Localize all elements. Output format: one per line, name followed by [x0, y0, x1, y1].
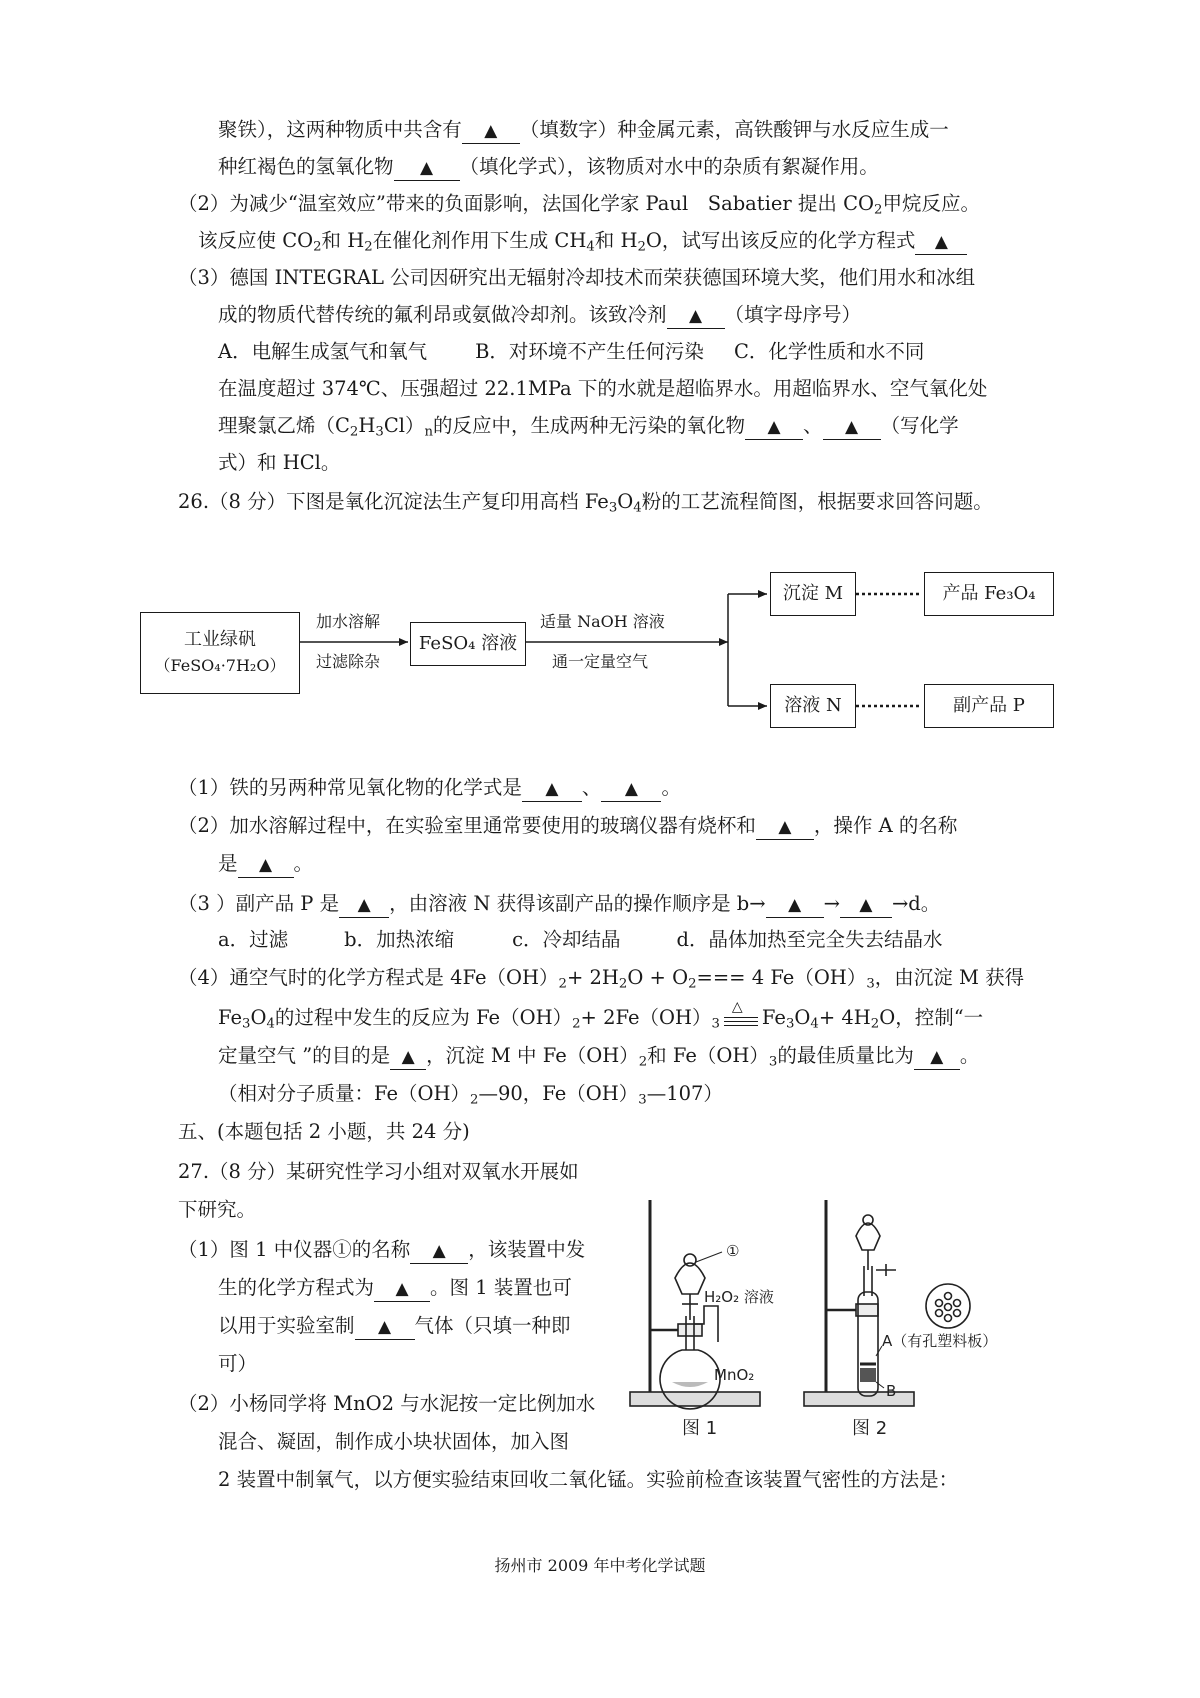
answer-blank[interactable]	[601, 777, 661, 802]
q26-part3	[178, 890, 940, 918]
triangle-icon: ▲	[934, 232, 948, 252]
text: ，操作 A 的名称	[813, 814, 958, 837]
q26-part2-line-1	[178, 812, 957, 840]
text: 种红褐色的氢氧化物	[218, 155, 394, 178]
answer-blank[interactable]	[390, 1045, 426, 1070]
text: FeSO₄ 溶液	[418, 633, 518, 654]
text: 。图 1 装置也可	[430, 1276, 572, 1299]
text: 粉的工艺流程简图，根据要求回答问题。	[641, 490, 993, 513]
text: O	[250, 1006, 267, 1029]
triangle-icon: ▲	[778, 817, 792, 837]
triangle-icon: ▲	[688, 306, 703, 326]
text: 、	[581, 776, 602, 799]
text: + 2H	[566, 966, 619, 989]
text: 生的化学方程式为	[218, 1276, 375, 1299]
answer-blank[interactable]	[840, 893, 892, 918]
text: 副产品 P	[953, 695, 1025, 716]
triangle-icon: ▲	[845, 417, 859, 437]
triangle-icon: ▲	[545, 779, 559, 799]
text: O + O	[627, 966, 689, 989]
triangle-icon: ▲	[377, 1317, 392, 1337]
text: →	[823, 892, 840, 915]
text: O，控制“一	[879, 1006, 984, 1029]
flow-box-feso4	[410, 622, 526, 666]
q27-part1-line-3	[218, 1312, 571, 1340]
q27-part1-line-2	[218, 1274, 572, 1302]
text: 式）和 HCl。	[218, 451, 341, 474]
text: Fe	[218, 1006, 243, 1029]
mno2-label: MnO₂	[714, 1366, 755, 1384]
answer-blank[interactable]	[756, 815, 814, 840]
text: Fe	[761, 1006, 786, 1029]
text: 产品 Fe₃O₄	[942, 583, 1036, 604]
answer-blank[interactable]	[339, 893, 389, 918]
triangle-icon: ▲	[930, 1047, 944, 1067]
text: 以用于实验室制	[218, 1314, 355, 1337]
flow-label-dissolve: 加水溶解	[316, 612, 381, 631]
text: 和 H	[321, 229, 365, 252]
q25-part2-line-1: （2）为减少“温室效应”带来的负面影响，法国化学家 Paul Sabatier 提出 $CO_2$甲烷反应。	[178, 192, 980, 218]
q26-part4-line-1: （4）通空气时的化学方程式是 $4Fe(OH)_2+ 2H_2O + O_2=== 4$ $Fe(OH)_3$，由沉淀 M 获得	[178, 966, 1025, 992]
delta-icon: △	[731, 999, 743, 1015]
q26-operations	[218, 926, 943, 954]
text: ，该装置中发	[468, 1238, 586, 1261]
answer-blank[interactable]	[374, 1277, 430, 1302]
text: Cl）	[383, 414, 425, 437]
triangle-icon: ▲	[258, 855, 273, 875]
flow-label-filter: 过滤除杂	[316, 652, 381, 671]
q26-title: 26.（8 分）下图是氧化沉淀法生产复印用高档 $Fe_3O_4$粉的工艺流程简图，根据要求回答问题。	[178, 490, 993, 516]
text: ，由溶液 N 获得该副产品的操作顺序是 b→	[389, 892, 766, 915]
page-footer: 扬州市 2009 年中考化学试题	[494, 1556, 706, 1575]
text: 甲烷反应。	[882, 192, 980, 215]
q25-part2-line-2: 该反应使 $CO_2$和 $H_2$在催化剂作用下生成 $CH_4$和 $H_2O$，试写出该反应的化学方程式 ▲	[198, 227, 967, 255]
text: （填数字）种金属元素，高铁酸钾与水反应生成一	[519, 118, 949, 141]
text: 该反应使 CO	[198, 229, 314, 252]
text: 和 Fe（OH）	[647, 1044, 769, 1067]
h2o2-label: H₂O₂ 溶液	[704, 1288, 774, 1306]
answer-blank[interactable]	[766, 893, 824, 918]
text: （相对分子质量：Fe（OH）	[218, 1082, 470, 1105]
text: （写化学	[880, 414, 959, 437]
triangle-icon: ▲	[432, 1241, 446, 1261]
text: 。	[959, 1044, 980, 1067]
text: 工业绿矾	[184, 629, 256, 650]
text: 聚铁），这两种物质中共含有	[218, 118, 462, 141]
text: 26.（8 分）下图是氧化沉淀法生产复印用高档 Fe	[178, 490, 609, 513]
text: （填化学式），该物质对水中的杂质有絮凝作用。	[459, 155, 879, 178]
text: ，由沉淀 M 获得	[874, 966, 1025, 989]
triangle-icon: ▲	[624, 779, 638, 799]
text: 在催化剂作用下生成 CH	[372, 229, 587, 252]
op-d: d．晶体加热至完全失去结晶水	[676, 928, 943, 951]
q27-part2-line-1: （2）小杨同学将 MnO2 与水泥按一定比例加水	[178, 1392, 596, 1415]
q27-part1-line-4: 可）	[218, 1352, 258, 1375]
text: （3）德国 INTEGRAL 公司因研究出无辐射冷却技术而荣获德国环境大奖，他们用水和冰组	[178, 266, 976, 289]
text: →d。	[891, 892, 941, 915]
text: （3 ）副产品 P 是	[178, 892, 340, 915]
text: 的最佳质量比为	[777, 1044, 914, 1067]
option-b: B．对环境不产生任何污染	[475, 340, 704, 363]
triangle-icon: ▲	[859, 895, 873, 915]
answer-blank[interactable]	[522, 777, 582, 802]
flow-label-naoh: 适量 NaOH 溶液	[540, 612, 665, 631]
answer-blank[interactable]	[914, 1045, 960, 1070]
text: 溶液 N	[784, 695, 842, 716]
text: 是	[218, 852, 238, 875]
triangle-icon: ▲	[395, 1279, 409, 1299]
q26-part4-line-3: 定量空气 ”的目的是 ▲ ，沉淀 M 中 $Fe(OH)_2$和 $Fe(OH)_3$的最佳质量比为 ▲ 。	[218, 1044, 980, 1070]
text: 。	[293, 852, 314, 875]
op-b: b．加热浓缩	[344, 928, 455, 951]
text: （1）铁的另两种常见氧化物的化学式是	[178, 776, 522, 799]
text: 气体（只填一种即	[414, 1314, 571, 1337]
q27-part2-line-3: 2 装置中制氧气，以方便实验结束回收二氧化锰。实验前检查该装置气密性的方法是：	[218, 1468, 959, 1491]
option-a: A．电解生成氢气和氧气	[218, 340, 428, 363]
lab-apparatus-figure	[620, 1196, 1020, 1442]
q27-part1-line-1	[178, 1236, 585, 1264]
text: 定量空气 ”的目的是	[218, 1044, 391, 1067]
op-a: a．过滤	[218, 928, 289, 951]
text: （FeSO₄·7H₂O）	[154, 656, 286, 675]
q27-title-line-2: 下研究。	[178, 1198, 257, 1221]
q26-part4-line-2: $Fe_3O_4$的过程中发生的反应为 $Fe(OH)_2+ 2Fe(OH)_3$ △ $Fe_3O_4+ 4H_2O$，控制“一	[218, 1004, 983, 1032]
instrument-1-label: ①	[726, 1242, 740, 1260]
plate-label: A（有孔塑料板）	[882, 1332, 998, 1350]
figure-2-caption: 图 2	[852, 1418, 888, 1439]
text: —90，Fe（OH）	[478, 1082, 639, 1105]
text: （填字母序号）	[724, 303, 862, 326]
flow-box-product	[924, 572, 1054, 616]
text: （1）图 1 中仪器①的名称	[178, 1238, 411, 1261]
text: + 2Fe（OH）	[580, 1006, 712, 1029]
flow-label-air: 通一定量空气	[552, 652, 649, 671]
triangle-icon: ▲	[788, 895, 802, 915]
text: H	[358, 414, 376, 437]
text: O，试写出该反应的化学方程式	[645, 229, 916, 252]
option-c: C．化学性质和水不同	[733, 340, 925, 363]
b-label: B	[886, 1382, 897, 1400]
flow-box-solution-n	[770, 684, 856, 728]
text: 理聚氯乙烯（C	[218, 414, 350, 437]
triangle-icon: ▲	[401, 1047, 415, 1067]
text: （2）加水溶解过程中，在实验室里通常要使用的玻璃仪器有烧杯和	[178, 814, 756, 837]
q26-part2-line-2	[218, 850, 313, 878]
op-c: c．冷却结晶	[512, 928, 621, 951]
q26-part4-line-4: （相对分子质量：$Fe(OH)_2—90$，$Fe(OH)_3—107$）	[218, 1082, 723, 1108]
text: O	[617, 490, 634, 513]
flow-box-raw-material	[140, 612, 300, 694]
text: （2）为减少“温室效应”带来的负面影响，法国化学家 Paul Sabatier 提出 CO	[178, 192, 875, 215]
text: 在温度超过 374℃、压强超过 22.1MPa 下的水就是超临界水。用超临界水、空气氧化处	[218, 377, 988, 400]
q25-part3-line-5: 理聚氯乙烯$(C_2H_3Cl)_n$的反应中，生成两种无污染的氧化物 ▲ 、 ▲ （写化学	[218, 414, 959, 440]
q27-part2-line-2: 混合、凝固，制作成小块状固体，加入图	[218, 1430, 570, 1453]
q26-part1	[178, 774, 681, 802]
section-5-heading: 五、(本题包括 2 小题，共 24 分)	[178, 1120, 470, 1143]
text: 。	[661, 776, 681, 799]
triangle-icon: ▲	[357, 895, 371, 915]
answer-blank[interactable]	[355, 1315, 415, 1340]
answer-blank[interactable]	[238, 853, 294, 878]
text: —107）	[646, 1082, 723, 1105]
text: 的过程中发生的反应为 Fe（OH）	[274, 1006, 573, 1029]
text: 沉淀 M	[782, 583, 844, 604]
flow-box-byproduct	[924, 684, 1054, 728]
answer-blank[interactable]	[410, 1239, 468, 1264]
triangle-icon: ▲	[419, 158, 434, 178]
figure-1-caption: 图 1	[682, 1418, 718, 1439]
text: ，沉淀 M 中 Fe（OH）	[426, 1044, 639, 1067]
flow-box-precipitate-m	[770, 572, 856, 616]
text: 成的物质代替传统的氟利昂或氨做冷却剂。该致冷剂	[218, 303, 667, 326]
figure-2-apparatus	[804, 1200, 970, 1406]
heat-equals-sign	[720, 999, 762, 1032]
text: + 4H	[818, 1006, 871, 1029]
triangle-icon: ▲	[484, 121, 498, 141]
text: 的反应中，生成两种无污染的氧化物	[433, 414, 746, 437]
q27-title-line-1: 27.（8 分）某研究性学习小组对双氧水开展如	[178, 1160, 579, 1183]
text: === 4 Fe（OH）	[696, 966, 867, 989]
text: O	[794, 1006, 811, 1029]
triangle-icon: ▲	[767, 417, 781, 437]
text: （4）通空气时的化学方程式是 4Fe（OH）	[178, 966, 559, 989]
text: 和 H	[594, 229, 638, 252]
